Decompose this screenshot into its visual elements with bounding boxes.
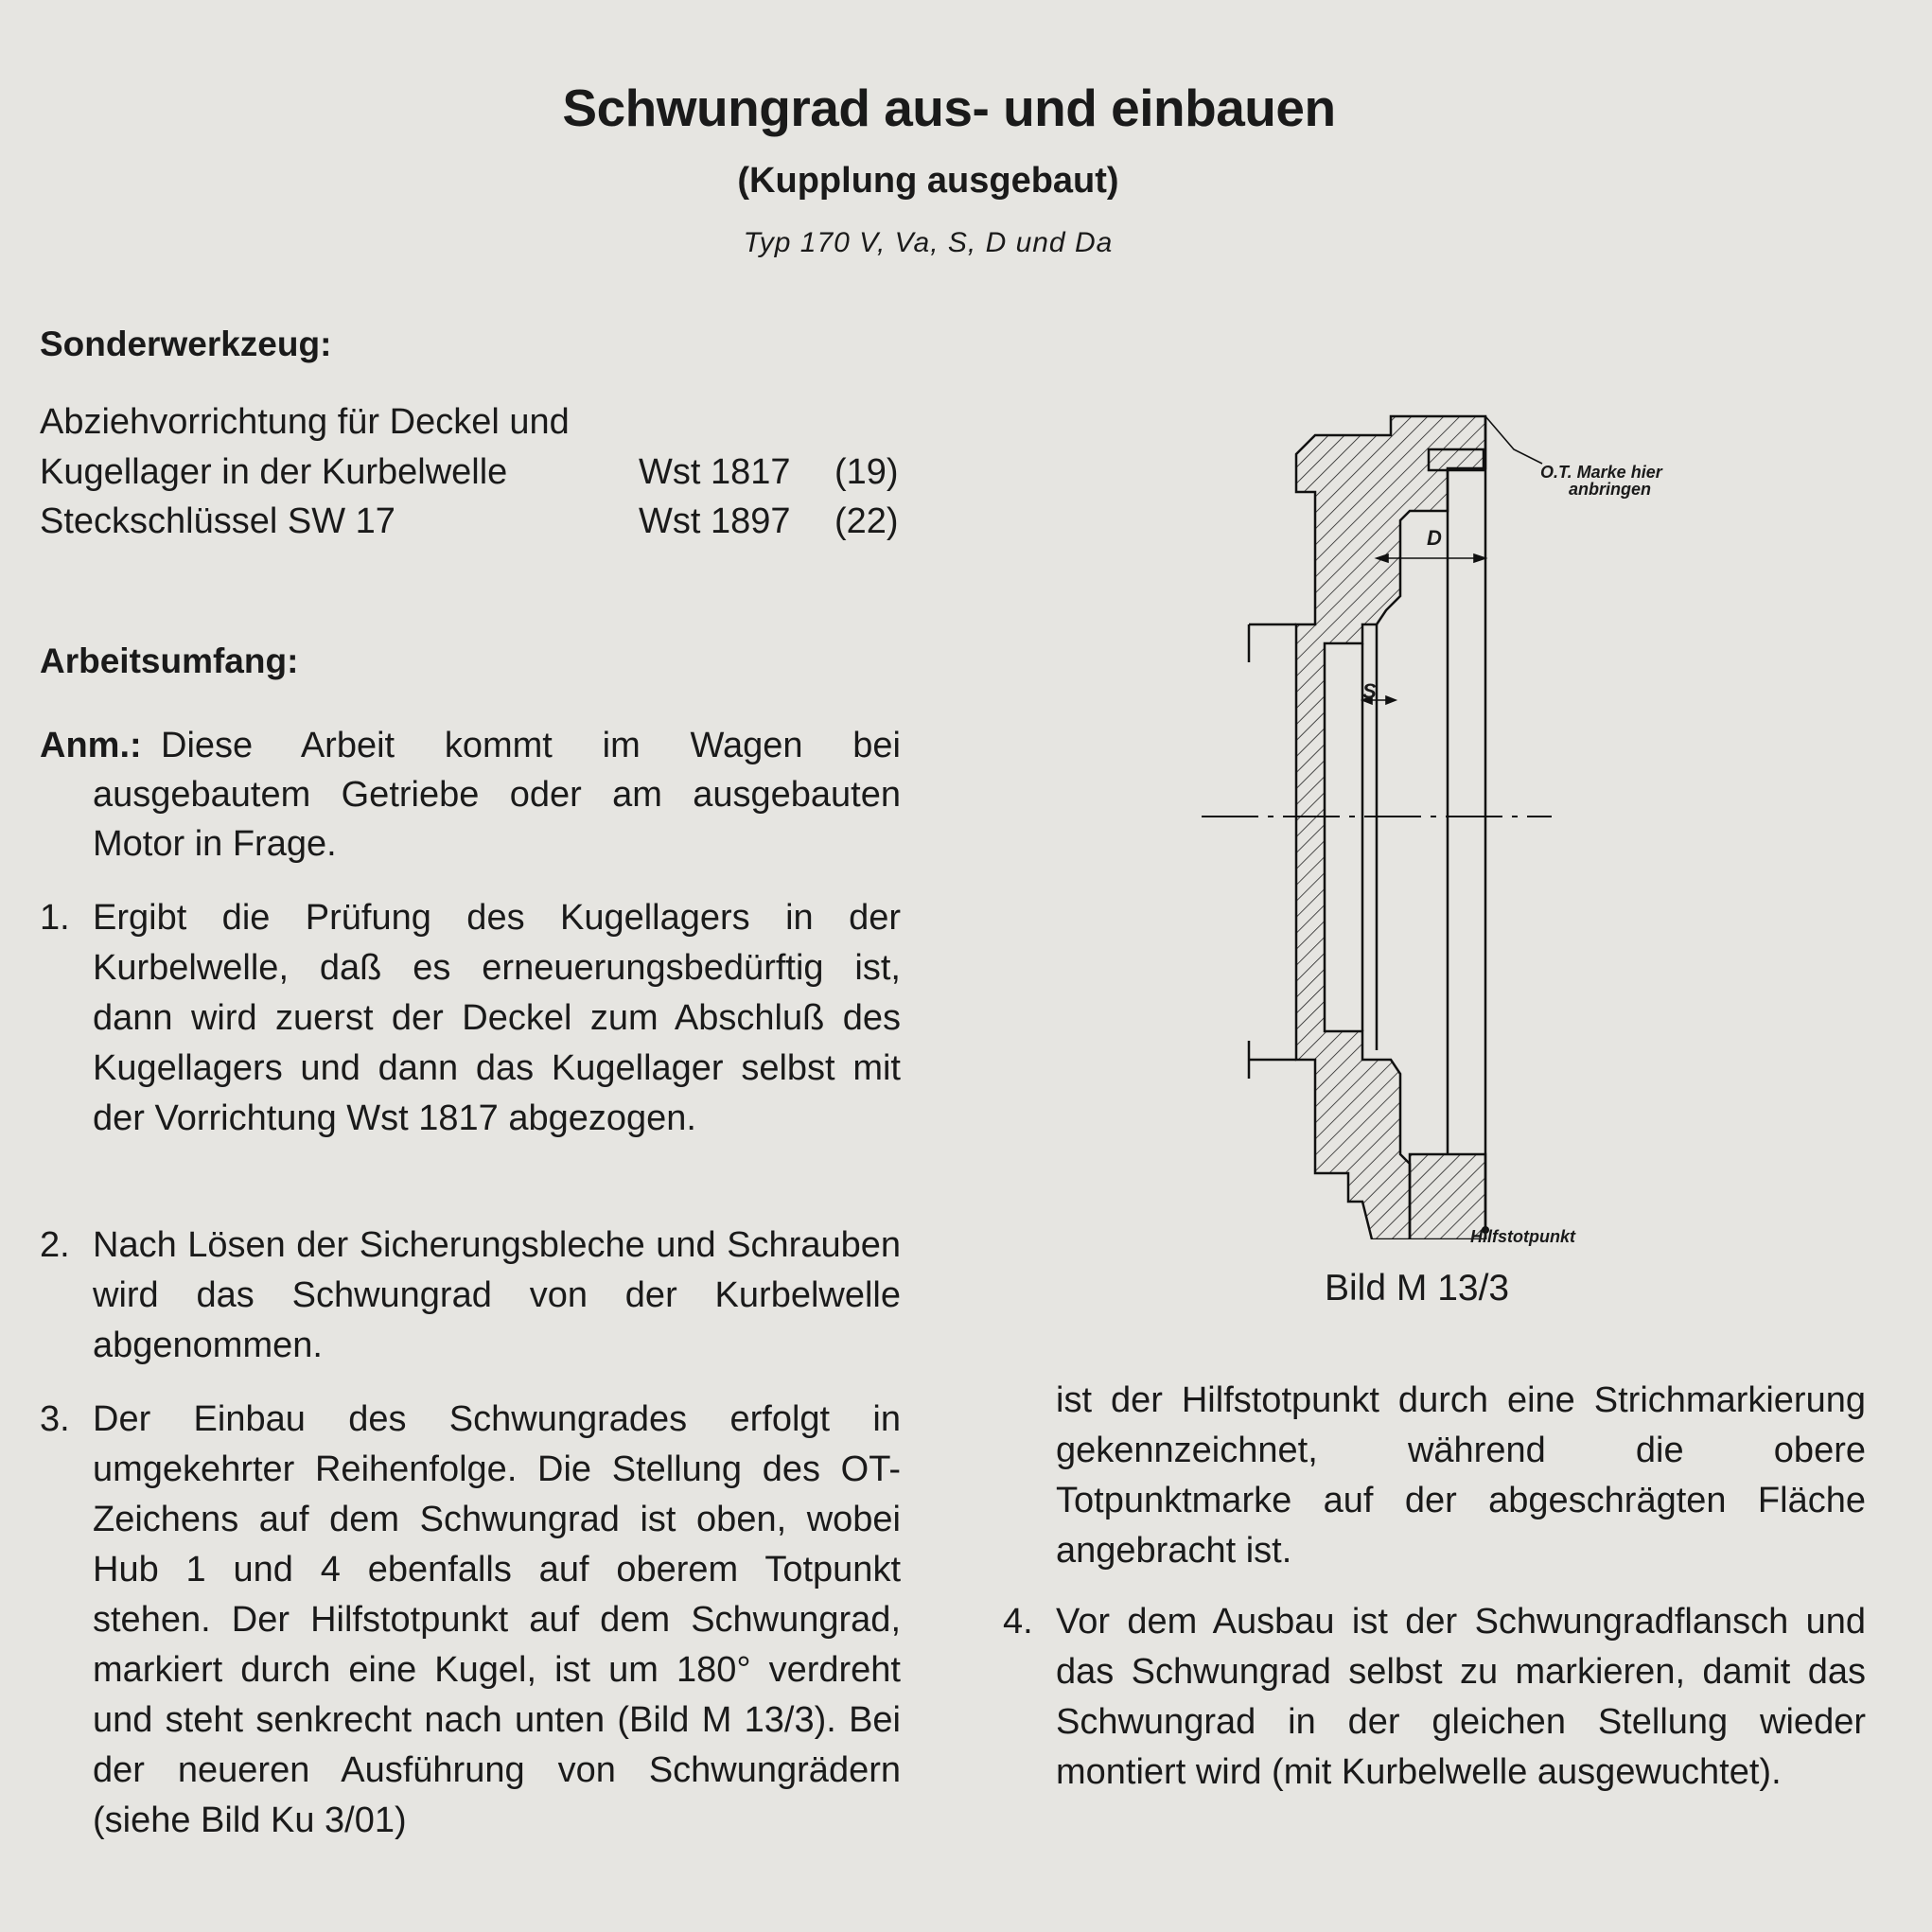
tool-number: (19) [834, 452, 899, 492]
tool-row [40, 448, 901, 497]
step-number: 2. [40, 1225, 70, 1265]
ot-mark-leader [1485, 416, 1542, 464]
flywheel-section-diagram [1173, 397, 1580, 1239]
step-3-continued [1003, 1376, 1866, 1584]
step-3 [40, 1395, 901, 1868]
ot-mark-label: O.T. Marke hier anbringen [1540, 463, 1662, 499]
step-text: Ergibt die Prüfung des Kugellagers in der Kurbelwelle, daß es erneuerungsbedürftig ist, dann wird zuerst der Deckel zum Abschluß des Kugellagers und dann das Kugellager selbst mit der Vorrichtung Wst 1817 abgezogen. [93, 898, 901, 1138]
step-number: 4. [1003, 1602, 1033, 1642]
page-subtitle: (Kupplung ausgebaut) [737, 161, 1119, 201]
tool-name: Kugellager in der Kurbelwelle [40, 452, 508, 492]
step-text: Nach Lösen der Sicherungsbleche und Schrauben wird das Schwungrad von der Kurbelwelle abgenommen. [93, 1225, 901, 1365]
tool-row [40, 497, 901, 546]
scope-heading: Arbeitsumfang: [40, 641, 299, 680]
tool-name: Abziehvorrichtung für Deckel und [40, 402, 570, 442]
tool-row [40, 397, 901, 447]
step-number: 3. [40, 1399, 70, 1439]
note-label: Anm.: [40, 726, 142, 765]
tool-code: Wst 1817 [639, 452, 791, 492]
step-1 [40, 893, 901, 1205]
label-hilfstotpunkt: Hilfstotpunkt [1470, 1227, 1575, 1246]
step-number: 1. [40, 898, 70, 938]
page-title: Schwungrad aus- und einbauen [562, 79, 1336, 137]
flywheel-hatched-section [1296, 416, 1485, 1239]
type-line: Typ 170 V, Va, S, D und Da [743, 227, 1114, 258]
figure-caption: Bild M 13/3 [1325, 1268, 1510, 1308]
step-text: ist der Hilfstotpunkt durch eine Strichmarkierung gekennzeichnet, während die obere Totpunktmarke auf der abgeschrägten Fläche angebracht ist. [1056, 1380, 1866, 1571]
label-d: D [1427, 526, 1442, 550]
tool-code: Wst 1897 [639, 501, 791, 541]
step-4 [1003, 1597, 1866, 1853]
step-text: Vor dem Ausbau ist der Schwungradflansch und das Schwungrad selbst zu markieren, damit das Schwungrad in der gleichen Stellung wieder montiert wird (mit Kurbelwelle ausgewuchtet). [1056, 1602, 1866, 1792]
note-text: Diese Arbeit kommt im Wagen bei ausgebautem Getriebe oder am ausgebauten Motor in Frage. [93, 726, 901, 864]
tool-number: (22) [834, 501, 899, 541]
step-text: Der Einbau des Schwungrades erfolgt in umgekehrter Reihenfolge. Die Stellung des OT-Zeichens auf dem Schwungrad ist oben, wobei Hub 1 und 4 ebenfalls auf oberem Totpunkt stehen. Der Hilfstotpunkt auf dem Schwungrad, markiert durch eine Kugel, ist um 180° verdreht und steht senkrecht nach unten (Bild M 13/3). Bei der neueren Ausführung von Schwungrädern (siehe Bild Ku 3/01) [93, 1399, 901, 1840]
special-tools-heading: Sonderwerkzeug: [40, 325, 332, 363]
tool-name: Steckschlüssel SW 17 [40, 501, 395, 541]
step-2 [40, 1221, 901, 1372]
label-s: S [1362, 679, 1377, 703]
